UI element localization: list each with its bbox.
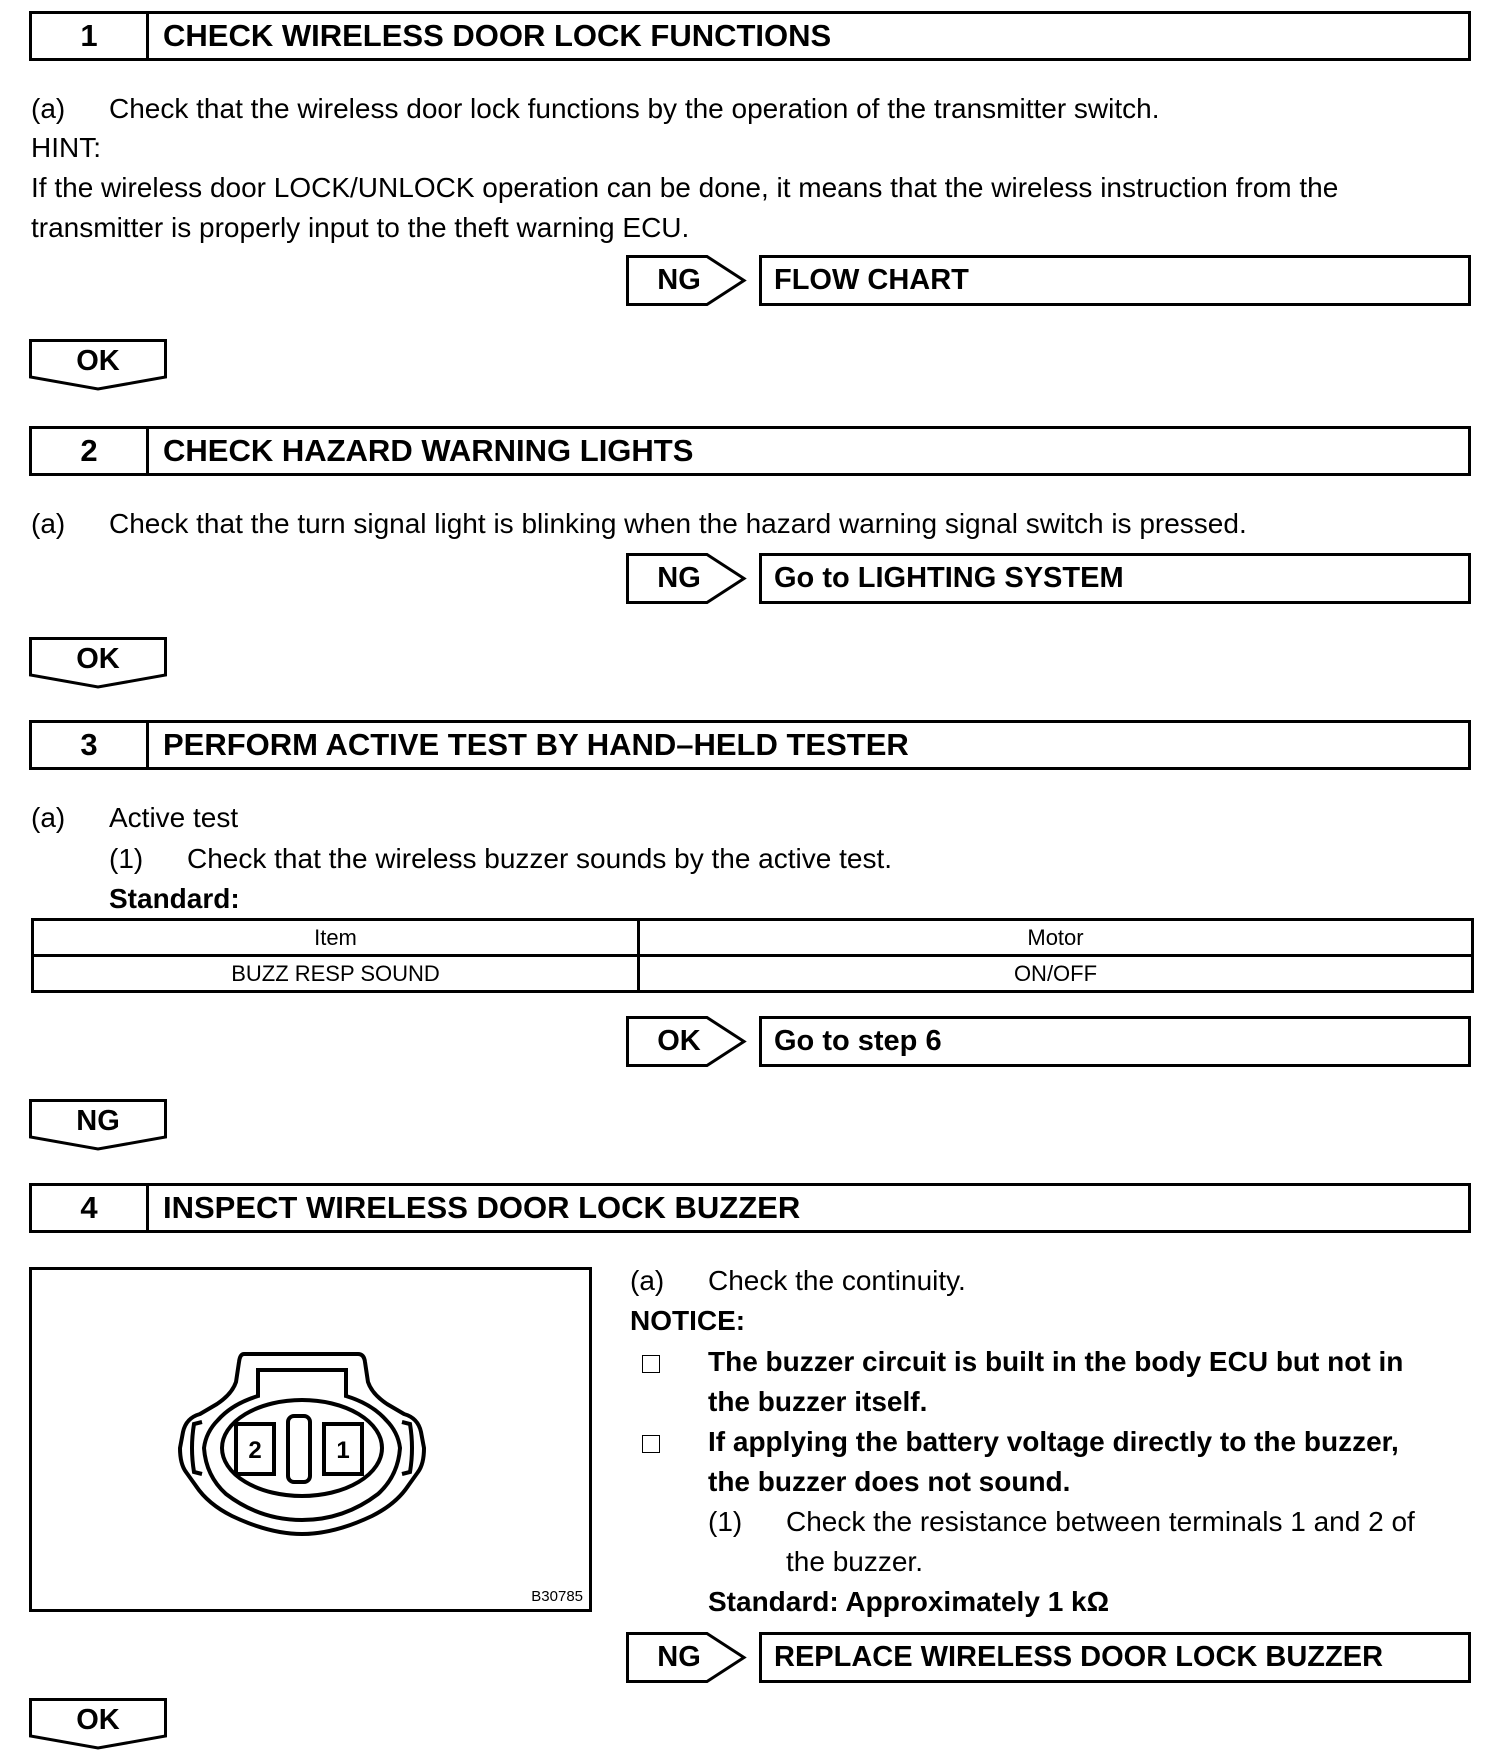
ok-next-arrow[interactable] [29, 637, 167, 689]
notice-1-line-1: The buzzer circuit is built in the body ECU but not in [708, 1346, 1404, 1377]
standard-value: Standard: Approximately 1 kΩ [708, 1586, 1110, 1617]
step-number: 1 [32, 14, 149, 58]
sub-text: Check that the wireless buzzer sounds by the active test. [187, 843, 893, 874]
checkbox-icon [642, 1435, 660, 1453]
ok-branch-arrow[interactable] [626, 1016, 752, 1067]
step-4-header [29, 1183, 1471, 1233]
diagram-caption: B30785 [531, 1588, 583, 1605]
instruction [630, 1264, 966, 1298]
table-header: Motor [639, 920, 1473, 956]
step-title: CHECK WIRELESS DOOR LOCK FUNCTIONS [163, 18, 832, 53]
instruction-text: Check that the wireless door lock functions by the operation of the transmitter switch. [109, 93, 1160, 124]
standard-table [31, 918, 1474, 993]
instruction [31, 507, 1247, 541]
step-number: 2 [32, 429, 149, 473]
step-1-header [29, 11, 1471, 61]
branch-result-box[interactable]: REPLACE WIRELESS DOOR LOCK BUZZER [759, 1632, 1471, 1683]
step-number: 3 [32, 723, 149, 767]
branch-label: NG [657, 1641, 701, 1673]
svg-text:2: 2 [248, 1437, 262, 1464]
instruction [31, 92, 1160, 126]
table-header: Item [33, 920, 639, 956]
next-label: OK [76, 344, 120, 377]
sub-instruction [708, 1505, 1415, 1539]
next-label: OK [76, 642, 120, 675]
notice-1-line-2: the buzzer itself. [708, 1386, 928, 1417]
branch-label: NG [657, 264, 701, 296]
hint-line-1: If the wireless door LOCK/UNLOCK operation can be done, it means that the wireless instruction from the [31, 172, 1339, 203]
notice-2-line-1: If applying the battery voltage directly to the buzzer, [708, 1426, 1399, 1457]
sub-label: (1) [109, 843, 144, 874]
table-cell: ON/OFF [639, 956, 1473, 992]
step-number: 4 [32, 1186, 149, 1230]
notice-2-line-2: the buzzer does not sound. [708, 1466, 1071, 1497]
table-cell: BUZZ RESP SOUND [33, 956, 639, 992]
instruction-text: Check that the turn signal light is blinking when the hazard warning signal switch is pressed. [109, 508, 1247, 539]
svg-text:1: 1 [336, 1437, 350, 1464]
branch-label: OK [657, 1025, 701, 1057]
ng-branch-arrow[interactable] [626, 553, 752, 604]
ng-branch-arrow[interactable] [626, 255, 752, 306]
standard-label: Standard: [109, 883, 240, 914]
next-label: OK [76, 1703, 120, 1736]
instruction-text: Check the continuity. [708, 1265, 966, 1296]
branch-result-box[interactable]: FLOW CHART [759, 255, 1471, 306]
sub-label: (1) [708, 1506, 743, 1537]
instruction [31, 801, 238, 835]
instruction-label: (a) [31, 93, 66, 124]
hint-label: HINT: [31, 132, 101, 163]
step-title: CHECK HAZARD WARNING LIGHTS [163, 433, 694, 468]
branch-label: NG [657, 562, 701, 594]
connector-diagram [29, 1267, 592, 1612]
ok-next-arrow[interactable] [29, 1698, 167, 1750]
ng-next-arrow[interactable] [29, 1099, 167, 1151]
instruction-label: (a) [31, 802, 66, 833]
notice-bullet-1 [642, 1345, 660, 1379]
notice-label: NOTICE: [630, 1305, 746, 1336]
step-3-header [29, 720, 1471, 770]
notice-bullet-2 [642, 1425, 660, 1459]
table-header-row [33, 920, 1473, 956]
instruction-label: (a) [630, 1265, 665, 1296]
branch-result-box[interactable]: Go to step 6 [759, 1016, 1471, 1067]
next-label: NG [76, 1104, 120, 1137]
branch-result-box[interactable]: Go to LIGHTING SYSTEM [759, 553, 1471, 604]
sub-text: Check the resistance between terminals 1 and 2 of [786, 1506, 1415, 1537]
instruction-label: (a) [31, 508, 66, 539]
ok-next-arrow[interactable] [29, 339, 167, 391]
sub-instruction [109, 842, 892, 876]
step-2-header [29, 426, 1471, 476]
instruction-text: Active test [109, 802, 239, 833]
hint-line-2: transmitter is properly input to the theft warning ECU. [31, 212, 690, 243]
table-row [33, 956, 1473, 992]
ng-branch-arrow[interactable] [626, 1632, 752, 1683]
step-title: PERFORM ACTIVE TEST BY HAND–HELD TESTER [163, 727, 909, 762]
step-title: INSPECT WIRELESS DOOR LOCK BUZZER [163, 1190, 801, 1225]
sub-text-line-2: the buzzer. [786, 1546, 923, 1577]
checkbox-icon [642, 1355, 660, 1373]
buzzer-connector-icon [172, 1348, 432, 1538]
